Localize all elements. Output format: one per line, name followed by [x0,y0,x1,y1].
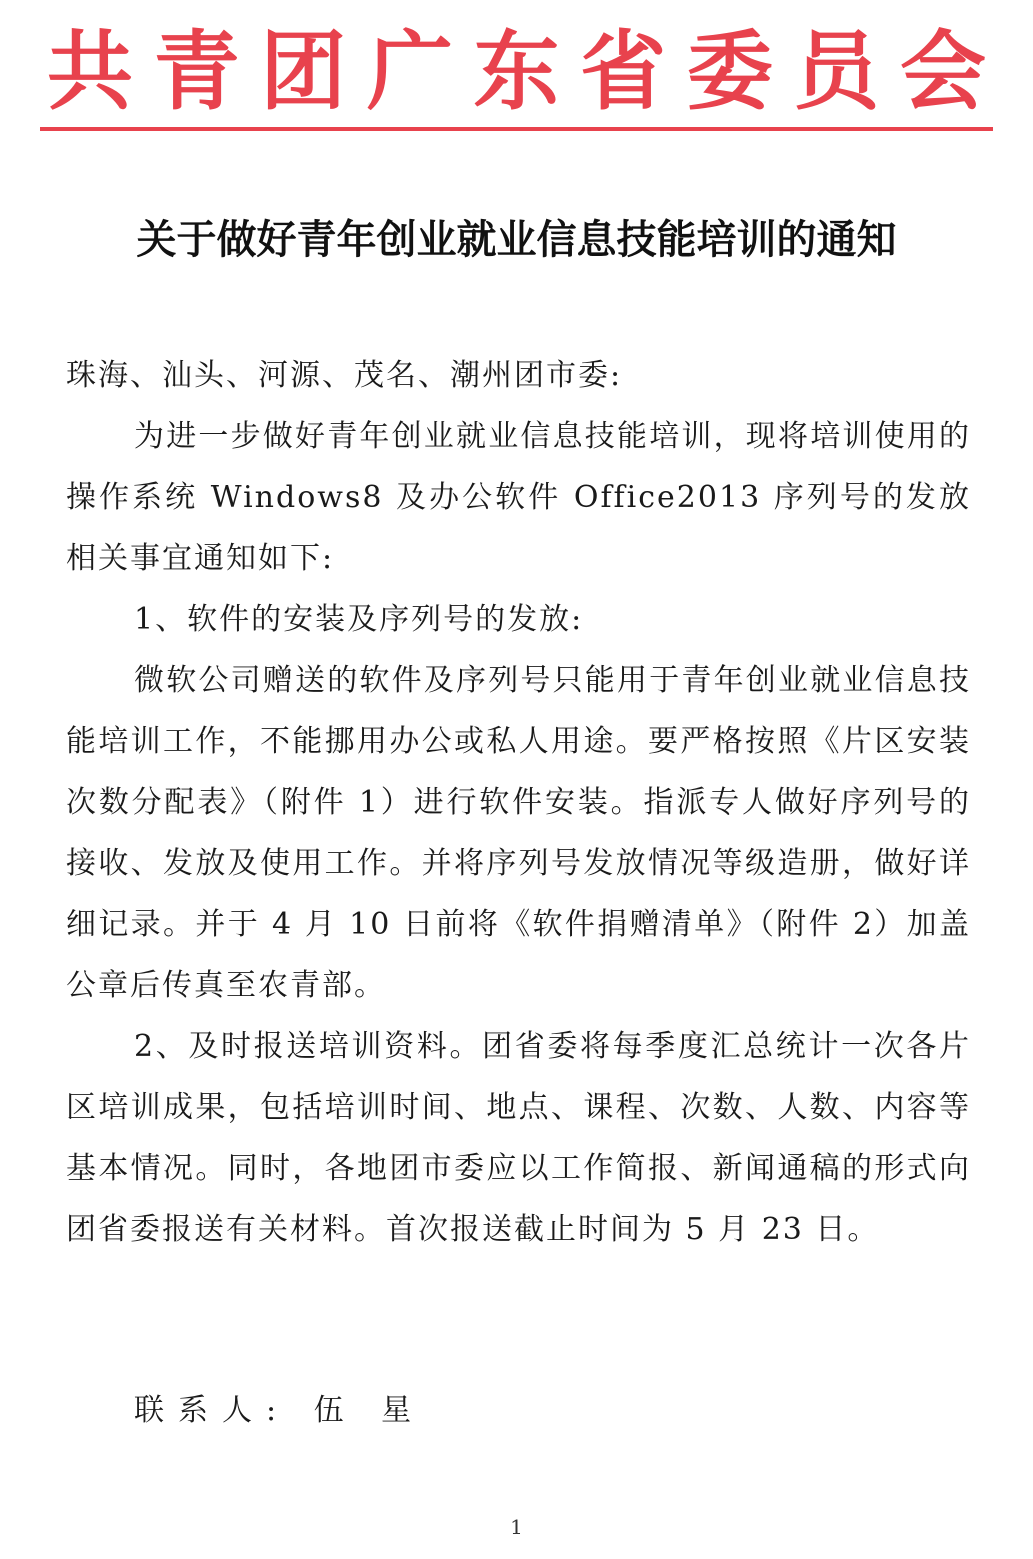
intro-paragraph: 为进一步做好青年创业就业信息技能培训，现将培训使用的操作系统 Windows8 及办公软件 Office2013 序列号的发放相关事宜通知如下: [66,419,971,576]
org-char: 广 [366,21,453,122]
document-title: 关于做好青年创业就业信息技能培训的通知 [136,217,897,263]
org-char: 共 [47,21,133,122]
org-char: 会 [900,21,986,122]
org-char: 省 [580,21,667,122]
org-char: 员 [793,21,880,122]
contact-person: 联系人: 伍 星 [134,1393,426,1428]
org-char: 委 [686,21,773,122]
issuing-organization-header [40,22,993,122]
section1-heading: 1、软件的安装及序列号的发放: [134,602,584,637]
section2-paragraph: 2、及时报送培训资料。团省委将每季度汇总统计一次各片区培训成果，包括培训时间、地点、课程、次数、人数、内容等基本情况。同时，各地团市委应以工作简报、新闻通稿的形式向团省委报送有关材料。首次报送截止时间为 5 月 23 日。 [66,1029,971,1247]
document-body [66,345,971,1260]
org-char: 团 [260,21,347,122]
section1-paragraph: 微软公司赠送的软件及序列号只能用于青年创业就业信息技能培训工作，不能挪用办公或私人用途。要严格按照《片区安装次数分配表》（附件 1）进行软件安装。指派专人做好序列号的接收、发放及使用工作。并将序列号发放情况等级造册，做好详细记录。并于 4 月 10 日前将《软件捐赠清单》（附件 2）加盖公章后传真至农青部。 [66,663,971,1003]
org-char: 东 [473,21,560,122]
page-number: 1 [510,1515,523,1539]
org-char: 青 [153,21,240,122]
salutation: 珠海、汕头、河源、茂名、潮州团市委: [66,358,623,393]
header-red-divider [40,127,993,131]
